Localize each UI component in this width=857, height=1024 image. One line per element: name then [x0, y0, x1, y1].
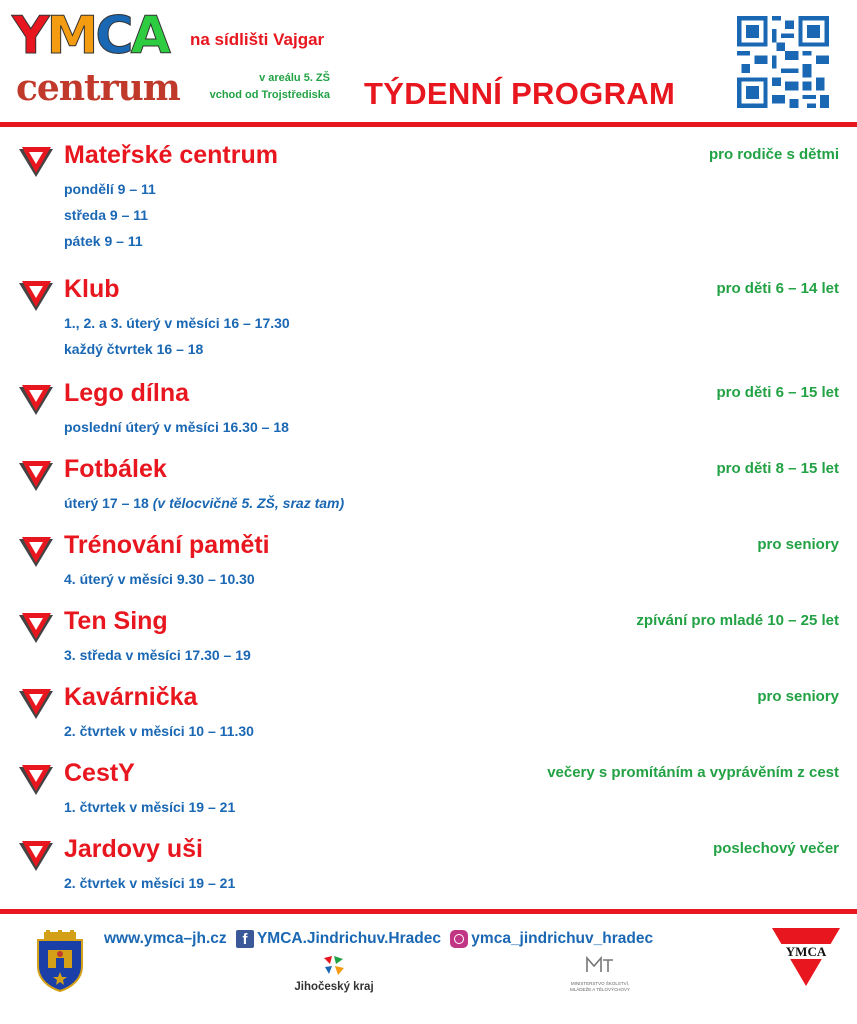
header-divider [0, 122, 857, 127]
ymca-triangle-icon [18, 384, 54, 416]
program-target: pro děti 8 – 15 let [716, 460, 839, 477]
instagram-link[interactable] [450, 930, 653, 948]
ymca-triangle-icon [18, 280, 54, 312]
program-times [64, 718, 254, 744]
qr-code-icon[interactable] [736, 16, 830, 108]
ymca-triangle-icon [18, 688, 54, 720]
header [0, 0, 857, 120]
program-target: pro rodiče s dětmi [708, 146, 839, 163]
program-title: Ten Sing [64, 607, 168, 635]
page-title: TÝDENNÍ PROGRAM [364, 76, 676, 111]
logo-ymca-text: YMCA [12, 6, 168, 66]
program-target: pro děti 6 – 15 let [716, 384, 839, 401]
program-times [64, 642, 251, 668]
program-time: 3. středa v měsíci 17.30 – 19 [64, 647, 251, 663]
msmt-logo[interactable] [560, 954, 640, 993]
program-times [64, 310, 290, 362]
instagram-icon [450, 930, 468, 948]
program-target: poslechový večer [713, 840, 839, 857]
ymca-triangle-icon [18, 536, 54, 568]
facebook-label: YMCA.Jindrichuv.Hradec [256, 930, 441, 948]
footer-divider [0, 909, 857, 914]
program-time: poslední úterý v měsíci 16.30 – 18 [64, 419, 289, 435]
program-title: Mateřské centrum [64, 141, 278, 169]
program-target: večery s promítáním a vyprávěním z cest [547, 764, 839, 781]
program-time: 2. čtvrtek v měsíci 19 – 21 [64, 875, 236, 891]
location: na sídlišti Vajgar [190, 30, 325, 49]
kraj-logo-icon [321, 954, 347, 976]
address-line1: v areálu 5. ZŠ [259, 72, 330, 84]
ymca-badge-icon[interactable] [770, 924, 842, 988]
msmt-label: MINISTERSTVO ŠKOLSTVÍ, MLÁDEŽE A TĚLOVÝCHOVY [570, 981, 630, 992]
program-times [64, 414, 289, 440]
facebook-icon: f [236, 930, 254, 948]
program-time [64, 490, 344, 516]
program-target: pro seniory [757, 688, 839, 705]
program-title: Lego dílna [64, 379, 189, 407]
instagram-label: ymca_jindrichuv_hradec [471, 930, 654, 948]
ymca-triangle-icon [18, 840, 54, 872]
program-times [64, 870, 235, 896]
footer-links [104, 930, 658, 948]
program-times [64, 566, 255, 592]
program-time: každý čtvrtek 16 – 18 [64, 341, 204, 357]
logo-centrum-text: centrum [16, 67, 180, 109]
program-title: Jardovy uši [64, 835, 203, 863]
program-title: Kavárnička [64, 683, 198, 711]
jihocesky-kraj-logo[interactable] [286, 954, 382, 993]
program-times [64, 176, 156, 254]
footer [0, 916, 857, 1024]
ymca-triangle-icon [18, 612, 54, 644]
program-target: zpívání pro mladé 10 – 25 let [636, 612, 839, 629]
city-crest-icon [34, 930, 86, 992]
address-line2: vchod od Trojstřediska [209, 89, 330, 101]
facebook-link[interactable] [236, 930, 441, 948]
program-time-note: (v tělocvičně 5. ZŠ, sraz tam) [152, 495, 345, 511]
program-time: 1., 2. a 3. úterý v měsíci 16 – 17.30 [64, 315, 290, 331]
msmt-logo-icon [584, 954, 616, 976]
website-link[interactable]: www.ymca–jh.cz [104, 930, 227, 948]
ymca-badge-text: YMCA [785, 944, 827, 959]
program-times [64, 490, 344, 516]
program-title: Trénování paměti [64, 531, 270, 559]
program-time: 1. čtvrtek v měsíci 19 – 21 [64, 799, 236, 815]
ymca-triangle-icon [18, 460, 54, 492]
program-time-text: úterý 17 – 18 [64, 495, 153, 511]
program-time: 4. úterý v měsíci 9.30 – 10.30 [64, 571, 255, 587]
program-time: pátek 9 – 11 [64, 233, 143, 249]
program-time: 2. čtvrtek v měsíci 10 – 11.30 [64, 723, 254, 739]
ymca-centrum-logo[interactable] [10, 6, 180, 116]
program-title: Klub [64, 275, 120, 303]
program-time: středa 9 – 11 [64, 207, 149, 223]
program-target: pro děti 6 – 14 let [716, 280, 839, 297]
program-target: pro seniory [757, 536, 839, 553]
address [190, 70, 330, 104]
kraj-label: Jihočeský kraj [294, 981, 374, 993]
program-time: pondělí 9 – 11 [64, 181, 156, 197]
ymca-triangle-icon [18, 146, 54, 178]
program-times [64, 794, 235, 820]
program-title: CestY [64, 759, 135, 787]
program-title: Fotbálek [64, 455, 167, 483]
ymca-triangle-icon [18, 764, 54, 796]
